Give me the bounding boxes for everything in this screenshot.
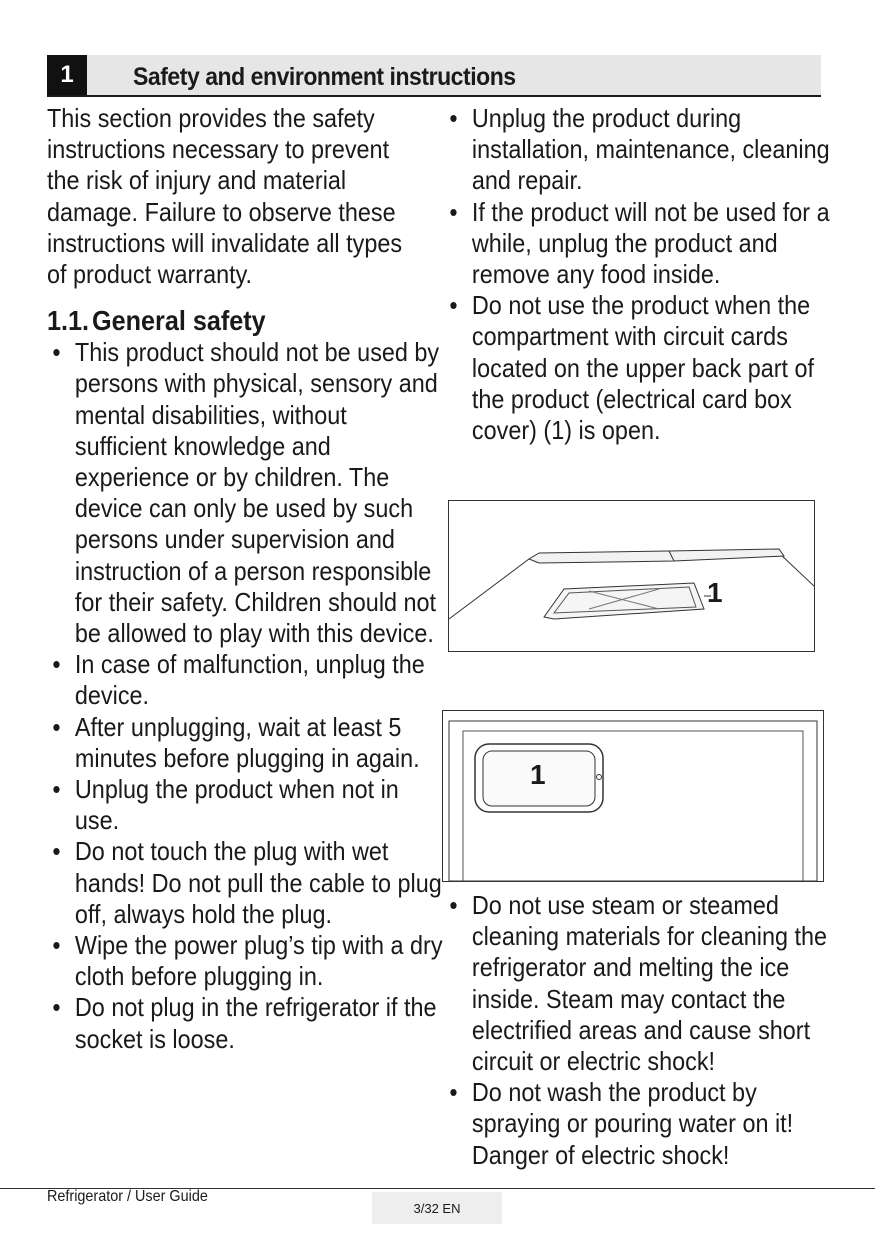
right-bullet-list-bottom xyxy=(444,890,831,1171)
list-item: • Wipe the power plug’s tip with a dry cloth before plugging in. xyxy=(47,930,443,992)
subsection-title: General safety xyxy=(92,305,266,337)
list-item: • After unplugging, wait at least 5 minutes before plugging in again. xyxy=(47,712,443,774)
list-item: • Do not wash the product by spraying or pouring water on it! Danger of electric shock! xyxy=(444,1077,831,1171)
section-header xyxy=(47,55,821,97)
figure-callout-label: 1 xyxy=(530,759,546,790)
list-item: • Do not use steam or steamed cleaning materials for cleaning the refrigerator and melting the ice inside. Steam may contact the electrified areas and cause short circuit or electric shock! xyxy=(444,890,831,1077)
left-bullet-list xyxy=(47,337,443,1055)
page-number: 3/32 EN xyxy=(372,1192,502,1224)
refrigerator-top-illustration xyxy=(449,501,814,651)
figure-callout-label: 1 xyxy=(707,577,723,608)
card-box-rear-figure xyxy=(442,710,824,882)
subsection-heading xyxy=(47,305,425,337)
section-title: Safety and environment instructions xyxy=(133,63,516,91)
list-item: • Do not use the product when the compartment with circuit cards located on the upper back part of the product (electrical card box cover) (1) is open. xyxy=(444,290,831,446)
list-item: • Do not touch the plug with wet hands! Do not pull the cable to plug off, always hold the plug. xyxy=(47,836,443,930)
right-bullet-list-top xyxy=(444,103,831,446)
section-number: 1 xyxy=(47,55,87,95)
footer-document-title: Refrigerator / User Guide xyxy=(47,1188,208,1205)
card-box-cover-figure xyxy=(448,500,815,652)
list-item: • Do not plug in the refrigerator if the socket is loose. xyxy=(47,992,443,1054)
left-column xyxy=(47,103,467,1055)
list-item: • Unplug the product when not in use. xyxy=(47,774,443,836)
right-column-bottom xyxy=(444,890,864,1171)
list-item: • Unplug the product during installation, maintenance, cleaning and repair. xyxy=(444,103,831,197)
list-item: • In case of malfunction, unplug the device. xyxy=(47,649,443,711)
subsection-number: 1.1. xyxy=(47,305,90,337)
intro-paragraph: This section provides the safety instructions necessary to prevent the risk of injury and material damage. Failure to observe these instructions will invalidate all types of product warranty. xyxy=(47,103,403,290)
right-column-top xyxy=(444,103,864,446)
list-item: • This product should not be used by persons with physical, sensory and mental disabilities, without sufficient knowledge and experience or by children. The device can only be used by such persons under supervision and instruction of a person responsible for their safety. Children should not be allowed to play with this device. xyxy=(47,337,443,649)
refrigerator-back-illustration xyxy=(443,711,823,881)
list-item: • If the product will not be used for a while, unplug the product and remove any food inside. xyxy=(444,197,831,291)
